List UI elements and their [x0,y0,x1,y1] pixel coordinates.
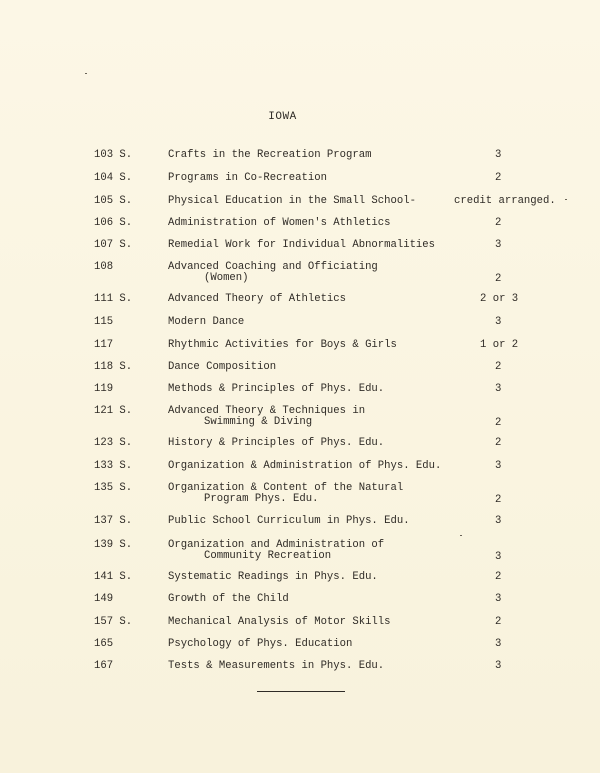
course-title [168,516,468,527]
course-title [168,438,468,449]
course-number: 105 S. [94,195,133,207]
course-title-line1: Remedial Work for Individual Abnormalities [168,239,436,251]
course-title-line1: Mechanical Analysis of Motor Skills [168,616,391,628]
page-title: IOWA [268,111,297,123]
course-title-line1: Growth of the Child [168,593,289,605]
course-number: 123 S. [94,437,133,449]
course-title-line1: Rhythmic Activities for Boys & Girls [168,339,397,351]
course-number: 121 S. [94,405,133,417]
course-title-line2: Swimming & Diving [204,416,313,428]
course-title [168,540,468,562]
course-title-line1: Programs in Co-Recreation [168,172,327,184]
course-number: 137 S. [94,515,133,527]
course-credit: 3 [495,638,502,650]
course-title [168,340,468,351]
course-credit: 3 [495,383,502,395]
course-title-line1: Organization and Administration of [168,539,385,551]
course-credit: 2 [495,494,502,506]
course-credit: 2 [495,361,502,373]
course-number: 165 [94,638,114,650]
course-credit: credit arranged. [454,195,556,207]
paper-speck [460,535,462,536]
course-title [168,384,468,395]
course-credit: 3 [495,316,502,328]
course-credit: 3 [495,515,502,527]
course-title-line1: History & Principles of Phys. Edu. [168,437,385,449]
course-number: 107 S. [94,239,133,251]
course-credit: 2 [495,273,502,285]
course-title [168,617,468,628]
course-credit: 3 [495,460,502,472]
paper-speck [565,199,567,200]
course-title [168,362,468,373]
course-title-line2: (Women) [204,272,249,284]
course-number: 167 [94,660,114,672]
course-title-line1: Systematic Readings in Phys. Edu. [168,571,378,583]
course-title-line1: Physical Education in the Small School- [168,195,416,207]
course-title [168,461,468,472]
course-number: 115 [94,316,114,328]
course-credit: 3 [495,593,502,605]
paper-speck [85,73,87,74]
course-title-line1: Advanced Theory of Athletics [168,293,347,305]
course-title [168,317,468,328]
course-number: 106 S. [94,217,133,229]
course-title [168,406,468,428]
course-credit: 3 [495,239,502,251]
course-credit: 3 [495,551,502,563]
course-title [168,572,468,583]
course-title-line2: Community Recreation [204,550,332,562]
course-number: 118 S. [94,361,133,373]
course-title-line1: Administration of Women's Athletics [168,217,391,229]
closing-rule [257,691,345,692]
course-title-line1: Advanced Coaching and Officiating [168,261,378,273]
course-number: 103 S. [94,149,133,161]
course-number: 117 [94,339,114,351]
course-title [168,218,468,229]
course-title-line1: Methods & Principles of Phys. Edu. [168,383,385,395]
course-number: 157 S. [94,616,133,628]
course-title [168,150,468,161]
course-title-line1: Advanced Theory & Techniques in [168,405,366,417]
course-credit: 1 or 2 [480,339,519,351]
course-credit: 2 [495,616,502,628]
course-title-line1: Modern Dance [168,316,245,328]
course-number: 149 [94,593,114,605]
course-title [168,240,468,251]
course-title-line1: Dance Composition [168,361,277,373]
course-number: 141 S. [94,571,133,583]
course-title-line1: Organization & Content of the Natural [168,482,404,494]
course-title-line1: Organization & Administration of Phys. Edu. [168,460,442,472]
course-title [168,294,468,305]
course-title-line1: Psychology of Phys. Education [168,638,353,650]
course-title [168,173,468,184]
course-number: 139 S. [94,539,133,551]
course-title [168,483,468,505]
course-title-line1: Public School Curriculum in Phys. Edu. [168,515,410,527]
course-title-line1: Tests & Measurements in Phys. Edu. [168,660,385,672]
course-credit: 2 [495,217,502,229]
course-credit: 2 [495,571,502,583]
course-title [168,594,468,605]
course-title-line1: Crafts in the Recreation Program [168,149,372,161]
course-credit: 2 [495,417,502,429]
course-credit: 2 [495,437,502,449]
course-number: 135 S. [94,482,133,494]
course-credit: 2 or 3 [480,293,519,305]
course-title [168,196,468,207]
course-number: 108 [94,261,114,273]
course-title [168,262,468,284]
course-number: 133 S. [94,460,133,472]
course-number: 104 S. [94,172,133,184]
course-title [168,639,468,650]
course-number: 119 [94,383,114,395]
course-credit: 3 [495,660,502,672]
course-number: 111 S. [94,293,133,305]
course-title-line2: Program Phys. Edu. [204,493,319,505]
course-credit: 3 [495,149,502,161]
course-credit: 2 [495,172,502,184]
course-title [168,661,468,672]
